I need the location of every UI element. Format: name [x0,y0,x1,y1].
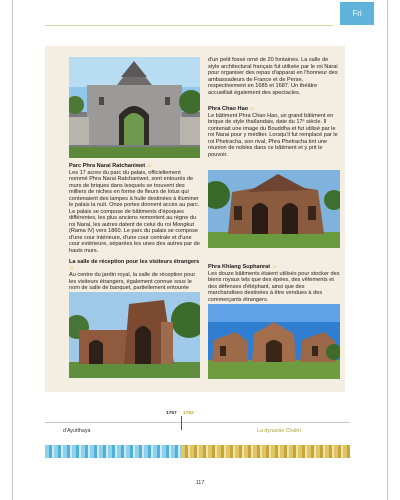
section-parc-phra-narai [69,163,200,254]
page-number: 117 [195,480,205,486]
sun-icon: ☼ [69,265,75,272]
section-phra-chao-hao [208,106,340,158]
sun-icon: ☼ [270,264,277,270]
section-phra-khlang [208,264,340,303]
section-title-parc: Parc Phra Narai Ratchaniwet [69,163,146,169]
photo-reception-hall [69,292,200,378]
sun-icon: ☼ [145,163,152,169]
section-body-parc: Les 17 acres du parc du palais, officiellement nommé Phra Narai Ratchaniwet, sont entourés de murs de briques dans lesquels se trouvent des milliers de niches en forme de fleurs de lotus qui contenaient des lampes à huile destinées à illuminer le palais la nuit. Onze portes donnent accès au parc. Le palais se compose de bâtiments d'époques différentes, les plus anciens remontent au règne du roi Narai, les autres datent de celui du roi Mongkut (Rama IV) vers 1860. Le parc du palais se compose d'une cour intérieure, d'une cour centrale et d'une cour extérieure, séparées les unes des autres par de hauts murs. [69,169,200,254]
page-tab: Fri [340,2,374,25]
section-reception-hall [69,259,200,292]
section-intro-continued [208,57,340,96]
pattern-band-gold [181,445,350,458]
photo-phra-khlang-suphanrat [208,304,340,379]
pattern-band-blue [45,445,181,458]
reception-hall-image [69,292,200,378]
photo-phra-chao-hao [208,170,340,248]
section-title-khlang: Phra Khlang Suphanrat [208,264,271,270]
section-body-chao-hao: Le bâtiment Phra Chao Hao, un grand bâtiment en brique de style thaïlandais, date du 17ᵉ siècle. Il contenait une image du Bouddha et fut utilisé par le roi Narai pour y méditer. Lorsqu'il fut remplacé par le roi Phetracha, son rival, Phra Phetracha tint une réunion de nobles dans ce bâtiment et y prit le pouvoir. [208,112,338,158]
timeline-year-right: 1782 [183,411,194,416]
photo-palace-gate [69,57,200,158]
timeline-marker [181,416,182,430]
section-title-reception: La salle de réception pour les visiteurs étrangers [69,259,200,265]
sun-icon: ☼ [248,106,255,112]
phra-khlang-image [208,304,340,379]
timeline-year-left: 1767 [166,411,177,416]
timeline-era-right: La dynastie Chakri [257,428,301,434]
intro-body: d'un petit fossé orné de 20 fontaines. La salle de style architectural français fut utilisée par le roi Narai pour organiser des repas d'apparat en l'honneur des ambassadeurs de France et de Perse, respectivement en 1685 et 1687. Un théâtre accueillait également des spectacles. [208,57,338,96]
section-body-khlang: Les douze bâtiments étaient utilisés pour stocker des biens royaux tels que des épées, des vêtements et des défenses d'éléphant, ainsi que des marchandises destinées à être vendues à des commerçants étrangers. [208,270,340,303]
section-title-chao-hao: Phra Chao Hao [208,106,249,112]
timeline-era-left: d'Ayutthaya [63,428,91,434]
phra-chao-hao-image [208,170,340,248]
top-rule [45,25,333,26]
palace-gate-image [69,57,200,158]
timeline-line [45,422,350,423]
section-body-reception: Au centre du jardin royal, la salle de réception pour les visiteurs étrangers, également connue sous le nom de salle de banquet, partiellement entourée [69,272,196,291]
